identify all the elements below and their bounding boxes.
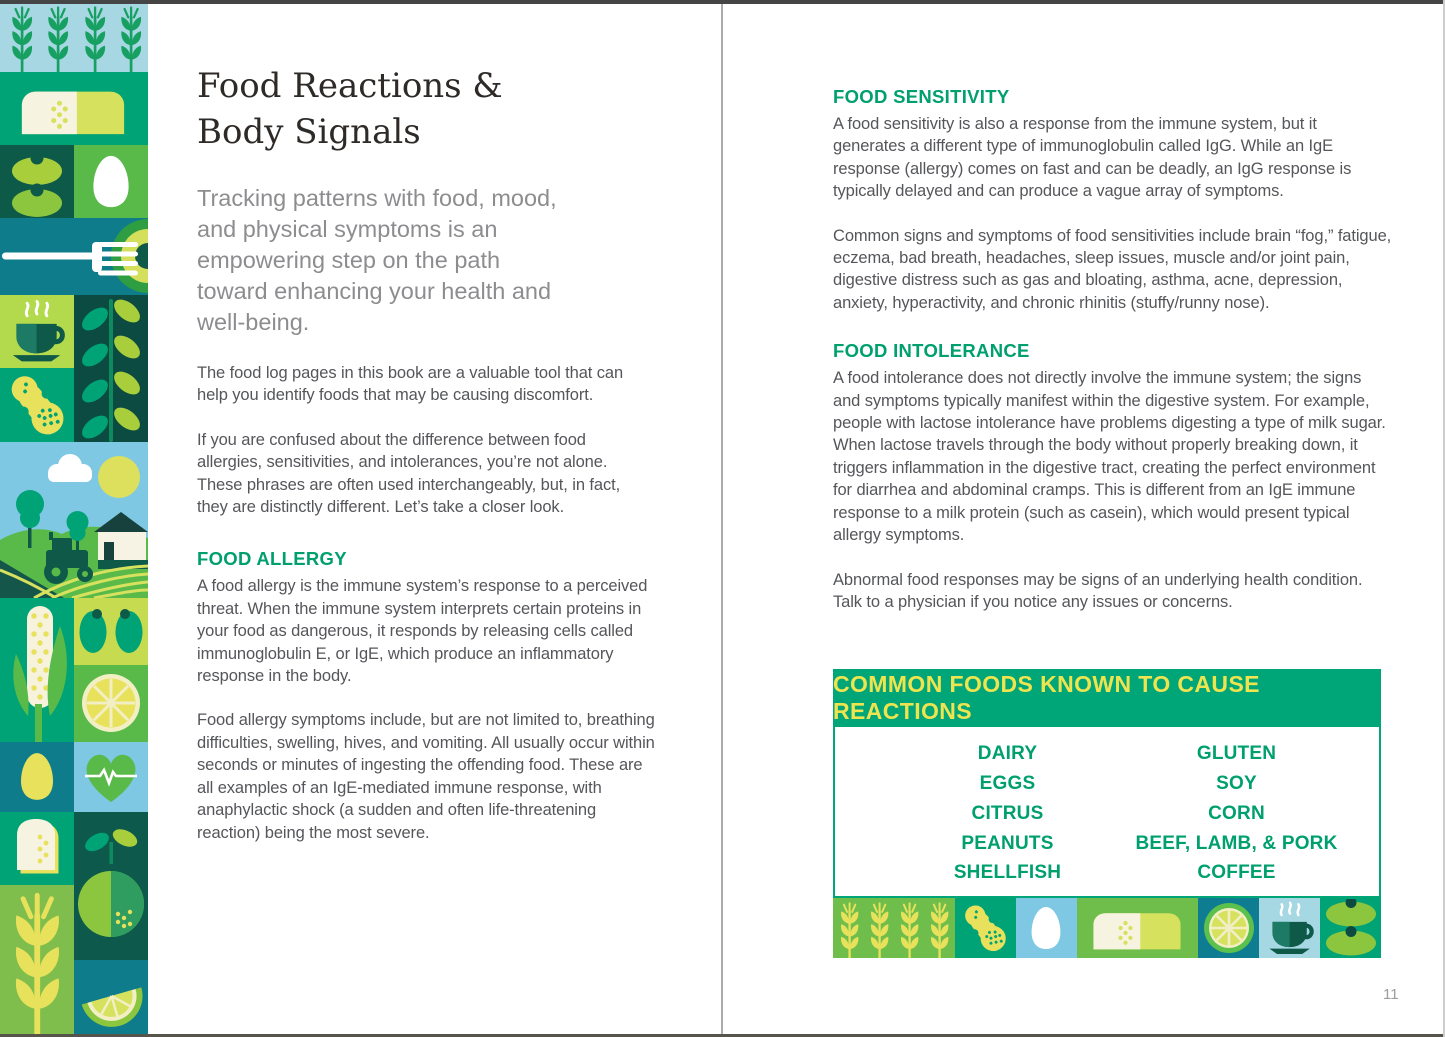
section-heading-food-sensitivity: FOOD SENSITIVITY: [833, 86, 1010, 107]
sidebar-tile-bean-halves: [74, 598, 148, 665]
page-title-line2: Body Signals: [197, 112, 421, 152]
sidebar-tile-citrus-wedge: [74, 960, 148, 1037]
table-body: [833, 727, 1381, 898]
table-item: PEANUTS: [961, 832, 1054, 854]
left-page-column: [197, 63, 659, 866]
sidebar-tile-bread: [0, 72, 148, 145]
intro-paragraph: If you are confused about the difference between food allergies, sensitivities, and intolerances, you’re not alone. These phrases are often used interchangeably, but, in fact, they are distinctly different. Let’s take a closer look.: [197, 430, 621, 517]
table-item: CORN: [1208, 802, 1265, 824]
table-icon-strip: [833, 898, 1381, 958]
bread-slice-icon: [0, 812, 74, 885]
sidebar-tile-beans: [0, 145, 74, 218]
peanut-icon: [956, 899, 1014, 957]
section-heading-food-intolerance: FOOD INTOLERANCE: [833, 340, 1030, 362]
peanut-icon: [0, 368, 74, 442]
table-item: DAIRY: [977, 743, 1038, 765]
bread-loaf-icon: [1089, 903, 1185, 953]
citrus-slice-icon: [74, 665, 148, 742]
table-item: SHELLFISH: [953, 862, 1062, 884]
common-foods-table: [833, 669, 1381, 958]
wheat-stalk-icon: [0, 885, 74, 1037]
sidebar-tile-wheat-stalk: [0, 885, 74, 1037]
body-paragraph: A food allergy is the immune system’s response to a perceived threat. When the immune system interprets certain proteins in your food as dangerous, it responds by releasing cells called immunoglobulin E, or IgE, which produce an inflammatory response in the body.: [197, 577, 648, 686]
page-gutter-divider: [721, 0, 723, 1037]
strip-tile-wheat: [833, 898, 955, 958]
page-subtitle: Tracking patterns with food, mood, and physical symptoms is an empowering step on the path toward enhancing your health and well-being.: [197, 185, 557, 335]
table-column-2: [1122, 743, 1351, 884]
sidebar-food-mosaic: [0, 0, 148, 1037]
intro-paragraph: The food log pages in this book are a valuable tool that can help you identify foods that may be causing discomfort.: [197, 364, 624, 405]
page-top-edge: [0, 0, 1445, 4]
strip-tile-peanut: [955, 898, 1016, 958]
sidebar-tile-heart-pulse: [74, 742, 148, 812]
table-title: COMMON FOODS KNOWN TO CAUSE REACTIONS: [833, 669, 1381, 727]
citrus-slice-icon: [1202, 901, 1256, 955]
strip-tile-teacup: [1259, 898, 1320, 958]
table-item: EGGS: [979, 773, 1036, 795]
bread-loaf-icon: [0, 72, 148, 145]
sidebar-tile-egg: [74, 145, 148, 218]
page-title-line1: Food Reactions &: [197, 66, 503, 106]
sidebar-tile-peanut: [0, 368, 74, 442]
sidebar-tile-corn: [0, 598, 74, 742]
sidebar-tile-bread-slice: [0, 812, 74, 885]
section-heading-food-allergy: FOOD ALLERGY: [197, 548, 347, 570]
body-paragraph: Food allergy symptoms include, but are not limited to, breathing difficulties, swelling, hives, and vomiting. All usually occur within seconds or minutes of ingesting the offending food. These are all examples of an IgE-mediated immune response, with anaphylactic shock (a sudden and often life-threatening reaction) being the most severe.: [197, 711, 655, 842]
egg-icon: [74, 145, 148, 218]
strip-tile-egg: [1016, 898, 1077, 958]
sidebar-tile-citrus-slice: [74, 665, 148, 742]
lime-icon: [74, 812, 148, 960]
table-item: SOY: [1216, 773, 1257, 795]
beans-icon: [0, 145, 74, 218]
strip-tile-citrus: [1198, 898, 1259, 958]
right-page-column: [833, 86, 1411, 958]
egg-icon: [0, 742, 74, 812]
sidebar-tile-leaf-branch: [74, 295, 148, 442]
sidebar-tile-egg-yellow: [0, 742, 74, 812]
tea-cup-icon: [0, 295, 74, 368]
body-paragraph: A food intolerance does not directly involve the immune system; the signs and symptoms typically manifest within the digestive system. For example, people with lactose intolerance have problems digesting a type of milk sugar. When lactose travels through the body without properly breaking down, it triggers inflammation in the digestive tract, creating the perfect environment for diarrhea and abdominal cramps. This is different from an IgE immune response to a milk protein (such as casein), which would present typical allergy symptoms.: [833, 369, 1386, 545]
leaf-branch-icon: [74, 295, 148, 442]
sidebar-tile-lime: [74, 812, 148, 960]
sidebar-tile-farm-scene: [0, 442, 148, 598]
tea-cup-icon: [1262, 901, 1318, 955]
egg-icon: [1026, 903, 1066, 953]
body-paragraph: Common signs and symptoms of food sensitivities include brain “fog,” fatigue, eczema, bad breath, headaches, sleep issues, muscle and/or joint pain, digestive distress such as gas and bloating, asthma, acne, depression, anxiety, hyperactivity, and chronic rhinitis (stuffy/runny nose).: [833, 226, 1392, 312]
sidebar-tile-fork-avocado: [0, 218, 148, 295]
table-column-1: [893, 743, 1122, 884]
bean-halves-icon: [74, 598, 148, 665]
table-item: COFFEE: [1197, 862, 1276, 884]
corn-icon: [0, 598, 74, 742]
sidebar-tile-teacup: [0, 295, 74, 368]
table-item: CITRUS: [971, 802, 1044, 824]
table-item: GLUTEN: [1196, 743, 1277, 765]
strip-tile-bread: [1077, 898, 1199, 958]
farm-scene-icon: [0, 442, 148, 598]
page-title: [197, 63, 659, 155]
wheat-icon: [835, 898, 953, 958]
wheat-field-icon: [0, 0, 148, 72]
strip-tile-beans: [1320, 898, 1381, 958]
body-paragraph: Abnormal food responses may be signs of an underlying health condition. Talk to a physician if you notice any issues or concerns.: [833, 570, 1363, 611]
citrus-wedge-icon: [74, 960, 148, 1037]
page-number: 11: [1383, 986, 1399, 1003]
heart-pulse-icon: [74, 742, 148, 812]
beans-icon: [1323, 899, 1379, 957]
table-item: BEEF, LAMB, & PORK: [1135, 832, 1338, 854]
sidebar-tile-wheat-field: [0, 0, 148, 72]
fork-avocado-icon: [0, 218, 148, 295]
body-paragraph: A food sensitivity is also a response from the immune system, but it generates a different type of immunoglobulin called IgG. While an IgE response (allergy) comes on fast and can be deadly, an IgG response is typically delayed and can produce a vague array of symptoms.: [833, 115, 1352, 201]
